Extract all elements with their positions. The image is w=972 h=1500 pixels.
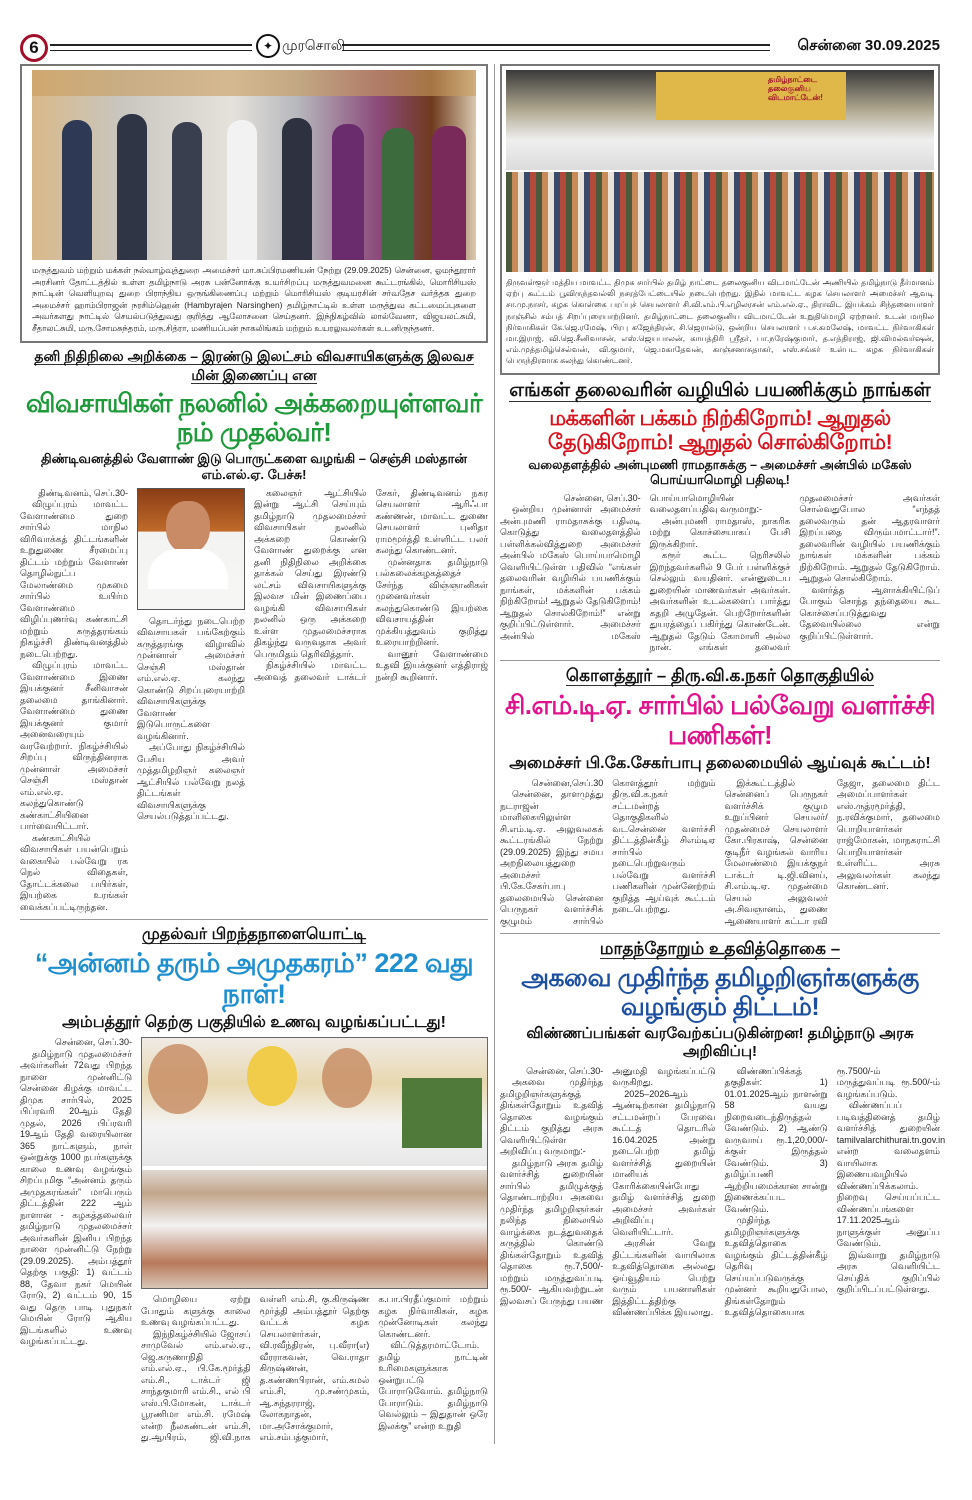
newspaper-page [20,34,946,1444]
dateline: திண்டிவனம், செப்.30- [38,487,128,498]
paragraph: விண்ணப்பப் படிவத்தினைத் தமிழ் வளர்ச்சித் துறையின் tamilvalarchithurai.tn.gov.in என்ற வலைதளம் வாயிலாக இணையவழியில் விண்ணப்பிக்கலாம். நிறைவு செய்யப்பட்ட விண்ணப்பங்களை 17.11.2025ஆம் நாளுக்குள் அனுப்ப வேண்டும். [836,1100,946,1249]
header-rule [342,44,770,51]
photo-caption: திருவள்ளூர் மத்திய மாவட்ட திமுக சார்பில் தமிழ் நாட்டை தலைகுனிய விடமாட்டேன் அணியில் தமிழ்நாடு தீர்மானம் ஏற்பு கூட்டம் பூவிருந்தவல்லி நசரத்பேட்டையில் நடைபெற்றது. இதில் மாவட்ட கழக செயலாளர் அமைச்சர் ஆவடி சா.மு.நாசர், கழக கொள்கை பரப்புச் செயலாளர் சி.வி.எம்.பி.எழிலரசன் எம்.எல்.ஏ., திராவிட இயக்கம் சிந்தனையாளர் நாஞ்சில் சம்பத் சிறப்புரையாற்றினர். தமிழ்நாட்டை தலைகுனிய விடமாட்டேன் உறுதிமொழி ஏற்றனர். உடன் மாநில நிர்வாகிகள் கே.ஜெ.ரமேஷ், பிரபு கஜேந்திரன், சி.ஜெரால்டு, ஒன்றிய செயலாளர் ப.ச.கமலேஷ், மாவட்ட நிர்வாகிகள் மா.இராஜ், வி.ஜெ.சீனிவாசன், எஸ்.ஜெயபாலன், காயத்திரி ஸ்ரீதர், பா.நரேஷ்குமார், த.எத்திராஜ், ஜி.விமல்வர்ஷன், எம்.முத்தமிழ்செல்வன், வி.குமார், ஜெ.மகாதேவன், காஞ்சனாசுதாகர், எஸ்.சங்கர் உள்பட கழக நிர்வாகிகள் பெருந்திரளாக கலந்து கொண்டனர். [506,278,934,366]
body-column-wide [141,1037,488,1444]
paragraph: விழுப்புரம் மாவட்ட வேளாண்மை இணை இயக்குனர் சீனிவாசன் தலைமை தாங்கினார். வேளாண்மை துணை இயக்குனர் குமார் அனைவரையும் வரவேற்றார். நிகழ்ச்சியில் சிறப்பு விருந்தினராக முன்னாள் அமைச்சர் செஞ்சி மஸ்தான் எம்.எல்.ஏ. கலந்துகொண்டு கண்காட்சியினை பார்வையிட்டார். [20,660,128,832]
story-kicker: முதல்வர் பிறந்தநாளையொட்டி [142,926,366,944]
page-number: 6 [20,34,48,62]
story-subhead: திண்டிவனத்தில் வேளாண் இடு பொருட்களை வழங்கி – செஞ்சி மஸ்தான் எம்.எல்.ஏ. பேச்சு! [40,451,468,482]
paragraph: இக்கூட்டத்தில் சென்னைப் பெருநகர் வளர்ச்சிக் குழும உறுப்பினர் செயலர்/முதன்மைச் செயலாளர் கோ.பிரகாஷ், சென்னை குடிநீர் வழங்கல் வாரிய மேலாண்மை இயக்குநர் டாக்டர் டி.ஜி.வினய், சி.எம்.டி.ஏ. முதன்மை செயல் அலுவலர் அ.சிவஞானம், துணை ஆணையாளர் கட்டா ரவி தேஜா, தலைமை திட்ட அமைப்பாளர்கள் எஸ்.ருத்ரமூர்த்தி, ந.ரவிக்குமார், தலைமை பொறியாளர்கள் ராஜ்மோகன், மாநகராட்சி பொறியாளர்கள் உள்ளிட்ட அரசு அலுவலர்கள் கலந்து கொண்டனர். [724,777,940,926]
paragraph: இவ்வாறு தமிழ்நாடு அரசு வெளியிட்ட செய்திக் குறிப்பில் குறிப்பிடப்பட்டுள்ளது. [836,1249,940,1295]
city-date: சென்னை 30.09.2025 [797,37,940,54]
gingee-masthan-portrait [137,488,245,610]
dateline: சென்னை,செப்.30 [531,777,604,788]
story-kicker: எங்கள் தலைவரின் வழியில் பயணிக்கும் நாங்கள் [509,379,931,401]
ministers-meeting-photo [32,70,476,260]
page-header [20,34,940,60]
story-headline: அகவை முதிர்ந்த தமிழறிஞர்களுக்கு வழங்கும் திட்டம்! [521,964,919,1022]
story-headline: சி.எம்.டி.ஏ. சார்பில் பல்வேறு வளர்ச்சி பணிகள்! [504,689,936,750]
section-divider [20,919,488,920]
paragraph: அரசின் வேறு திட்டங்களின் வாயிலாக உதவித்தொகை அல்லது ஓய்வூதியம் பெற்று வரும் பயனாளிகள் இத்திட்டத்திற்கு விண்ணப்பிக்க இயலாது. [612,1238,716,1318]
story-headline: “அன்னம் தரும் அமுதகரம்” 222 வது நாள்! [34,948,474,1010]
paragraph: அன்புமணி ராமதாஸ், நாகரிக மற்று கொச்சையாகப் பேசி இருக்கிறார். [649,515,791,549]
paragraph: தமிழ்நாடு அரசு தமிழ் வளர்ச்சித் துறையின் சார்பில் தமிழுக்குத் தொண்டாற்றிய அகவை முதிர்ந்த தமிழறிஞர்கள் நலிந்த நிலையில் வாழ்க்கை நடத்துவதைக் கருத்தில் கொண்டு திங்கள்தோறும் உதவித் தொகை ரூ.7,500/- மற்றும் மருத்துவப்படி ரூ.500/- ஆகியவற்றுடன் இலவசப் பேருந்து பயண அனுமதி வழங்கப்பட்டு வருகிறது. [500,1065,716,1306]
dateline: சென்னை, செப்.30- [563,492,641,503]
grant-story-body [500,1065,946,1319]
top-left-photo-box [20,64,488,343]
story-subhead: விண்ணப்பங்கள் வரவேற்கப்படுகின்றன! தமிழ்நாடு அரசு அறிவிப்பு! [526,1024,914,1060]
crowd-photo [506,172,934,272]
story-headline: விவசாயிகள் நலனில் அக்கறையுள்ளவர் நம் முதல்வர்! [25,387,483,448]
story-subhead: வலைதளத்தில் அன்புமணி ராமதாசுக்கு – அமைச்சர் அன்பில் மகேஸ் பொய்யாமொழி பதிலடி! [528,457,912,487]
paragraph: மொழியை ஏற்று போதும் களுக்கு காலை உணவு வழங்கப்பட்டது. [141,1294,251,1328]
paragraph: விழுப்புரம் மாவட்ட வேளாண்மை துறை சார்பில் மாநில விரிவாக்கத் திட்டங்களின் உறுதுணை சீரமைப்பு திட்டம் மற்றும் வேளாண் தொழில்நுட்ப மேலாண்மை முகமை சார்பில் உயிர்ம வேளாண்மை விழிப்புணர்வு கண்காட்சி மற்றும் கருத்தரங்கம் நிகழ்ச்சி திண்டிவனத்தில் நடைபெற்றது. [20,499,128,659]
paragraph: ஒன்றிய முன்னாள் அமைச்சர் அன்புமணி ராமதாசுக்கு பதிலடி கொடுத்து வலைதளத்தில் பள்ளிக்கல்வித்துறை அமைச்சர் அன்பில் மகேஸ் பொய்யாமொழி வெளியிட்டுள்ள பதிவில் “எங்கள் தலைவரின் வழியில் பயணிக்கும் நாங்கள், மக்களின் பக்கம் நிற்கிறோம்! ஆறுதல் தேடுகிறோம்! ஆறுதல் சொல்கிறோம்!” என்று குறிப்பிட்டுள்ளார். அமைச்சர் அன்பில் மகேஸ் பொய்யாமொழியின் வலைதளப்பதிவு வருமாறு:- [500,492,763,641]
farmers-story-body [20,488,488,914]
paragraph: தொடர்ந்து நடைபெற்ற விவசாயகள் பங்கேற்கும் கருத்தரங்கு விழாவில் முன்னாள் அமைச்சர் செஞ்சி மஸ்தான் எம்.எல்.ஏ. கலந்து கொண்டு சிறப்புரையாற்றி விவசாயிகளுக்கு வேளாண் இடுபொருட்களை வழங்கினார். [137,615,245,741]
paragraph: வானூர் வேளாண்மை உதவி இயக்குனர் எத்திராஜ் நன்றி கூறினார். [375,648,488,682]
story-headline: மக்களின் பக்கம் நிற்கிறோம்! ஆறுதல் தேடுகிறோம்! ஆறுதல் சொல்கிறோம்! [547,406,893,454]
paragraph: கலைஞர் ஆட்சியில் இன்று ஆட்சி செய்யும் தமிழ்நாடு முதலமைச்சர் விவசாயிகள் நலனில் அக்கறை கொண்டு வேளாண் துறைக்கு என தனி நிதிநிலை அறிக்கை தாக்கல் செய்து இரண்டு லட்சம் விவசாயிகளுக்கு இலவச மின் இணைப்பை வழங்கி விவசாயிகள் நலனில் ஒரு அக்கறை உள்ள முதலமைச்சராக திகழ்ந்து வருவதாக அவர் பெருமிதம் தெரிவித்தார். [254,487,367,659]
section-divider [500,933,940,934]
body-columns [254,488,488,684]
paragraph: அப்போது நிகழ்ச்சியில் பேசிய அவர் முத்தமிழறிஞர் கலைஞர் ஆட்சியில் பல்வேறு நலத் திட்டங்கள் விவசாயிகளுக்கு செயல்படுத்தப்பட்டது. [137,742,245,822]
left-column [20,64,495,1444]
paragraph: வளர்த்த ஆளாக்கியிட்டுப் போகும் சொந்த தந்தையை கூட கொச்சைப்படுத்துவது தேவையில்லை என்று குறிப்பிட்டுள்ளார். [799,584,940,641]
dateline: சென்னை, செப்.30- [54,1037,132,1048]
paragraph: விட்டுத்தரமாட்டோம். தமிழ் நாட்டின் உரிமைகளுக்காக ஒன்றுபட்டு போராடுவோம். தமிழ்நாடு போராடும். தமிழ்நாடு வெல்லும் – இதுதான் ஒரே இலக்கு” என்ற உறுதி [378,1340,488,1431]
paragraph: தமிழ்நாடு முதலமைச்சர் அவர்களின் 72வது பிறந்த நாளை முன்னிட்டு சென்னை கிழக்கு மாவட்ட திமுக சார்பில், 2025 பிப்ரவரி 20ஆம் தேதி முதல், 2026 பிப்ரவரி 19ஆம் தேதி வரையிலான 365 நாட்களும், நாள் ஒன்றுக்கு 1000 நபர்களுக்கு காலை உணவு வழங்கும் சிறப்புமிகு “அன்னம் தரும் அமுதகரங்கள்” மாபெரும் திட்டத்தின் 222 ஆம் நாளான - கழகத்தலைவர் தமிழ்நாடு முதலமைச்சர் அவர்களின் இனிய பிறந்த நாளை முன்னிட்டு நேற்று (29.09.2025). அம்பத்தூர் தெற்கு பகுதி: 1) வட்டம் 88, தேவா நகர் மெயின் ரோடு, 2) வட்டம் 90, 15 வது தெரு பாடி புதுநகர் மெயின் ரோடு ஆகிய இடங்களில் உணவு வழங்கப்பட்டது. [20,1048,132,1347]
paragraph: முதிர்ந்த தமிழறிஞர்களுக்கு உதவித்தொகை வழங்கும் திட்டத்தின்கீழ் தெரிவு செய்யப்படுவருக்கு முன்னர் கூறியதுபோல, திங்கள்தோறும் உதவித்தொகையாக ரூ.7500/-ம் மருத்துவப்படி ரூ.500/-ம் வழங்கப்படும். [724,1065,940,1318]
header-rule [50,44,252,51]
dateline: சென்னை, செப்.30- [526,1065,604,1076]
paper-name: முரசொலி [282,37,345,53]
kolathur-story-body [500,778,940,928]
story-kicker: கொளத்தூர் – திரு.வி.க.நகர் தொகுதியில் [565,665,875,685]
body-column [20,1037,132,1348]
paragraph: விண்ணப்பிக்கத் தகுதிகள்: 1) 01.01.2025ஆம் நாளன்று 58 வயது நிறைவடைந்திருத்தல் வேண்டும். 2) ஆண்டு வருவாய் ரூ.1,20,000/-க்குள் இருத்தல் வேண்டும். 3) தமிழ்ப்பணி ஆற்றியமைக்கான சான்று இணைக்கப்பட வேண்டும். [724,1065,828,1214]
photo-caption: மருத்துவம் மற்றும் மக்கள் நல்வாழ்வுத்துறை அமைச்சர் மா.சுப்பிரமணியன் நேற்று (29.09.2025) சென்னை, ஓமந்தூரார் அரசினர் தோட்டத்தில் உள்ள தமிழ்நாடு அரசு பன்னோக்கு உயர்சிறப்பு மருத்துவமனை கூட்டரங்கில், மொரிசியஸ் நாட்டின் வெளியுறவு துறை பிராந்திய ஒருங்கிணைப்பு மற்றும் மொரிசியஸ் குடியரசின் சர்வதேச வர்த்தக துறை அமைச்சர் ஹாம்பிராஜன் நரசிம்ஹென் (Hambyrajen Narsinghen) தமிழ்நாட்டில் உள்ள மருத்துவ கட்டமைப்புகளை அவர்களது நாட்டில் செயல்படுத்துவது குறித்து ஆலோசனை செய்தனர். இந்நிகழ்வில் லால்வேனா, விஜயலட்சுமி, சீதாலட்சுமி, மரு.சோமசுந்தரம், மரு.சித்ரா, மணியப்பன் நாகலிங்கம் மற்றும் உயரலுவலர்கள் உடனிருந்தனர். [32,265,476,333]
paragraph: சென்னை, தாளமுத்து நடராஜன் மாளிகையிலுள்ள சி.எம்.டி.ஏ. அலுவலகக் கூட்டரங்கில் நேற்று (29.09.2025) இந்து சமய அறநிலையத்துறை அமைச்சர் பி.கே.சேகர்பாபு தலைமையில் சென்னை பெருநகர் வளர்ச்சிக் குழுமம் சார்பில் கொளத்தூர் மற்றும் திரு.வி.க.நகர் சட்டமன்றத் தொகுதிகளில் வடசென்னை வளர்ச்சி திட்டத்தின்கீழ் சிஎம்டிஏ சார்பில் நடைபெற்றுவரும் பல்வேறு வளர்ச்சி பணிகளின் முன்னேற்றம் குறித்த ஆய்வுக் கூட்டம் நடைபெற்றது. [500,777,716,926]
paragraph: அகவை முதிர்ந்த தமிழறிஞர்களுக்குத் திங்கள்தோறும் உதவித் தொகை வழங்கும் திட்டம் குறித்து அரசு வெளியிட்டுள்ள அறிவிப்பு வருமாறு:- [500,1077,604,1157]
paragraph: முன்னதாக தமிழ்நாடு பல்கலைக்கழகத்தைச் சேர்ந்த விஞ்ஞானிகள் முனைவர்கள் கலந்துகொண்டு இயற்கை விவசாயத்தின் முக்கியத்துவம் குறித்து உரையாற்றினர். [375,556,488,648]
stage-banner-text: தமிழ்நாட்டை தலைகுனிய விடமாட்டேன்! [768,75,823,102]
leader-story-body [500,493,940,654]
paragraph: 2025–2026ஆம் ஆண்டிற்கான தமிழ்நாடு சட்டமன்றப் பேரவை கூட்டத் தொடரில் 16.04.2025 அன்று நடைபெற்ற தமிழ் வளர்ச்சித் துறையின் மானியக் கோரிக்கையின்போது தமிழ் வளர்ச்சித் துறை அமைச்சர் அவர்கள் அறிவிப்பு வெளியிட்டார். [612,1088,716,1237]
right-column [495,64,946,1444]
top-right-photo-box [500,64,940,375]
story-kicker: மாதந்தோறும் உதவித்தொகை – [599,939,841,959]
story-kicker: தனி நிதிநிலை அறிக்கை – இரண்டு இலட்சம் விவசாயிகளுக்கு இலவச மின் இணைப்பு என [34,347,474,383]
body-column [137,488,245,823]
paragraph: கரூர் கூட்ட நெரிசலில் இறந்தவர்களில் 9 பேர் பள்ளிக்குச் செல்லும் வயதினர். என்னுடைய துறையின் மாணவர்கள் அவர்கள். அவர்களின் உடல்களைப் பார்த்து கதறி அழுதேன். பெற்றோர்களின் துயரத்தைப் பகிர்ந்து கொண்டேன். ஆறுதல் தேடும் கோமாளி அல்ல நான். எங்கள் தலைவர் முதலமைச்சர் அவர்கள் சொல்வதுபோல “எந்தத் தலைவரும் தன் ஆதரவாளர் இறப்பதை விரும்பமாட்டார்!”. தலைவரின் வழியில் பயணிக்கும் நாங்கள் மக்களின் பக்கம் நிற்கிறோம். ஆறுதல் தேடுகிறோம். ஆறுதல் சொல்கிறோம். [649,492,940,653]
food-story-body [20,1037,488,1444]
food-distribution-photo [141,1037,488,1289]
paragraph: இந்நிகழ்ச்சியில் ஜோசப் சாமுவேல் எம்.எல்.ஏ., ஜெ.கருணாநிதி எம்.எல்.ஏ., பி.கே.மூர்த்தி எம்.சி., டாக்டர் ஜி சாந்தகுமாரி எம்.சி., எல் பி எஸ்.பி.மோகன், டாக்டர் பூரணிமா எம்.சி. ரமேஷ் என்ற நீலகண்டன் எம்.சி, து.ஆயிரம், ஜி.வி.நாக வள்ளி எம்.சி, கு.கிருஷ்ண மூர்த்தி அம்பத்தூர் தெற்கு வட்டக் கழக செயலாளர்கள், வி.ரவீந்திரன், பு.வீரா(எ) வீரராகவன், வெ.ராதா கிருஷ்ணன், த.கண்ணபிரான், எம்.கமல் எம்.சி, மு.சண்முகம், ஆ.சுந்தரராஜ், லோகநாதன், மா.அசோக்குமார், எம்.சம்பத்குமார், க.பா.பிரதீப்குமார் மற்றும் கழக நிர்வாகிகள், கழக முன்னோடிகள் கலந்து கொண்டனர். [141,1294,488,1443]
story-subhead: அமைச்சர் பி.கே.சேகர்பாபு தலைமையில் ஆய்வுக் கூட்டம்! [509,754,931,772]
paragraph: நிகழ்ச்சியில் மாவட்ட அவைத் தலைவர் டாக்டர் சேகர், திண்டிவனம் நகர செயலாளர் ஆரிஃபா கண்ணன், மாவட்ட துணை செயலாளர் புனிதா ராமமூர்த்தி உள்ளிட்ட பலர் கலந்து கொண்டனர். [254,487,488,682]
body-columns [141,1294,488,1444]
paragraph: கண்காட்சியில் விவசாயிகள் பயன்பெறும் வகையில் பல்வேறு ரக நெல் விதைகள், தோட்டக்கலை பயிர்கள், இயற்கை உரங்கள் வைக்கப்பட்டிருந்தன. [20,832,128,912]
pledge-stage-photo [506,70,934,170]
murasoli-logo-icon: ✦ [256,34,280,58]
story-subhead: அம்பத்தூர் தெற்கு பகுதியில் உணவு வழங்கப்பட்டது! [62,1014,446,1032]
body-column [20,488,128,914]
section-divider [500,660,940,661]
